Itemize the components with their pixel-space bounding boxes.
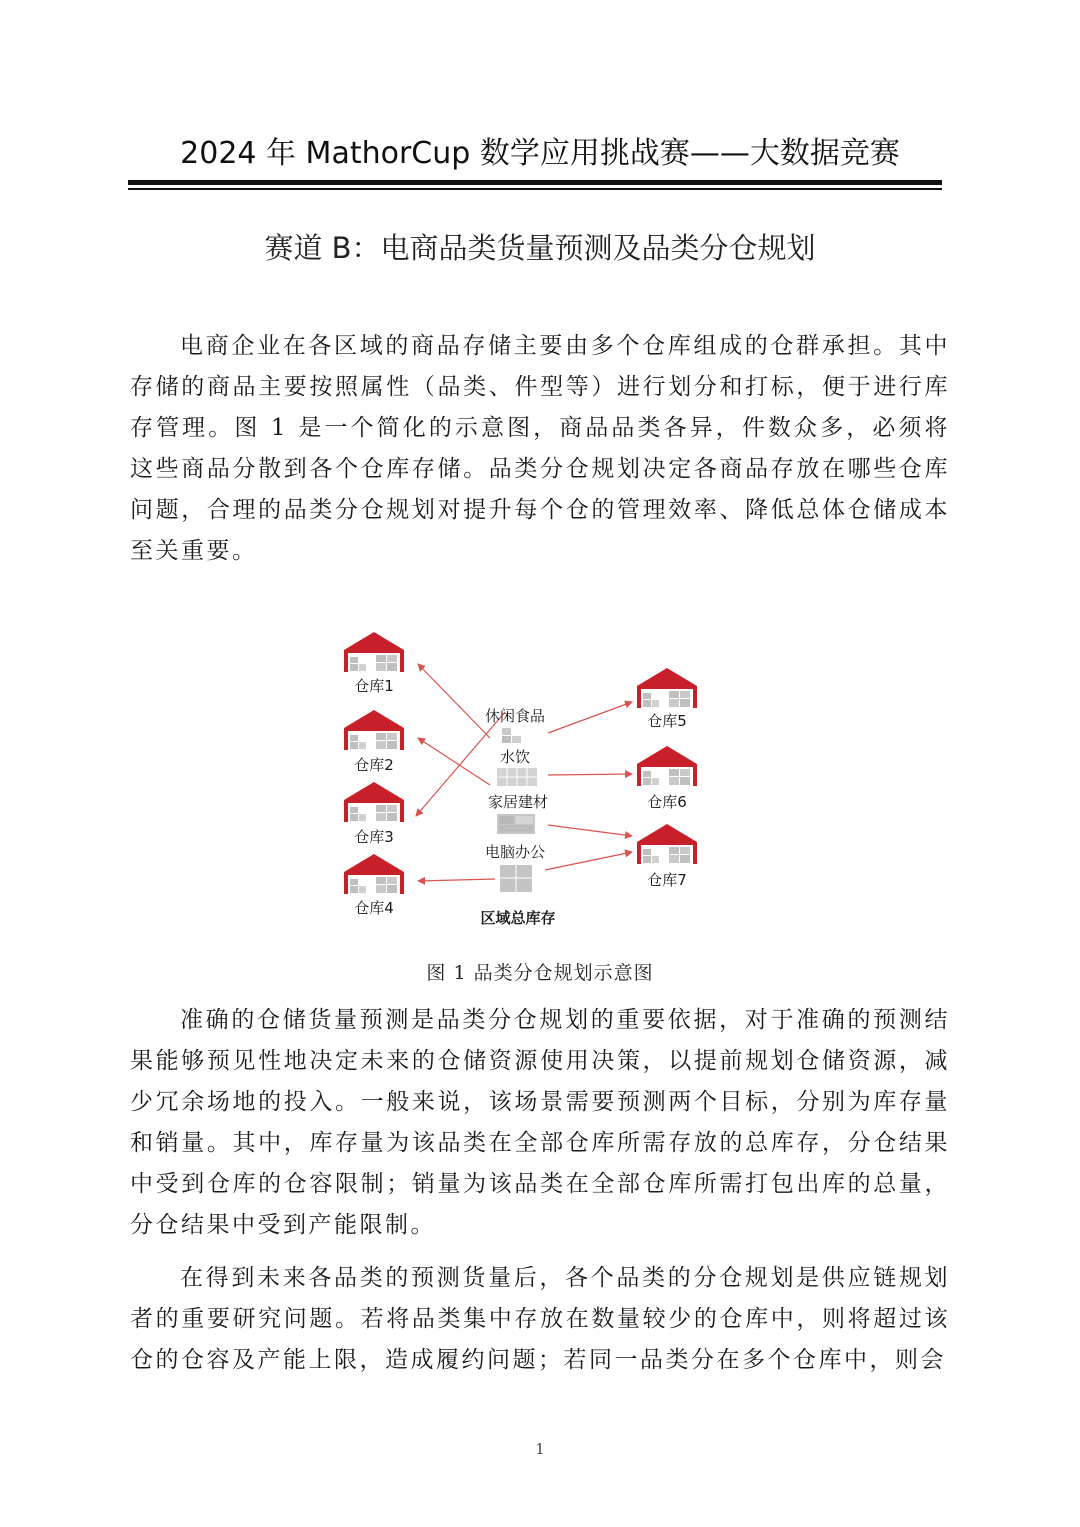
warehouse-1-label: 仓库1 <box>354 677 394 695</box>
category-snacks-box <box>512 736 521 743</box>
warehouse-5-label: 仓库5 <box>647 712 687 730</box>
category-beverages <box>497 748 537 786</box>
warehouse-4 <box>344 854 404 917</box>
warehouse-icon <box>637 668 697 708</box>
regional-total-inventory-label: 区域总库存 <box>480 909 556 927</box>
header-rule-thin <box>128 188 942 190</box>
arrow-to-warehouse-1 <box>418 664 490 738</box>
warehouse-3 <box>344 782 404 846</box>
arrow-to-warehouse-7b <box>545 852 632 870</box>
warehouse-4-label: 仓库4 <box>354 899 394 917</box>
category-home-building <box>488 793 548 834</box>
paragraph-planning: 在得到未来各品类的预测货量后，各个品类的分仓规划是供应链规划者的重要研究问题。若将品类集中存放在数量较少的仓库中，则将超过该仓的仓容及产能上限，造成履约问题；若同一品类分在多个仓库中，则会 <box>130 1265 950 1373</box>
header-rule-thick <box>128 180 942 185</box>
figure-caption: 图 1 品类分仓规划示意图 <box>426 962 654 984</box>
warehouse-icon <box>637 746 697 786</box>
track-title: 赛道 B：电商品类货量预测及品类分仓规划 <box>264 231 816 265</box>
warehouse-icon <box>344 854 404 894</box>
category-computer-office <box>485 843 545 892</box>
warehouse-6 <box>637 746 697 811</box>
warehouse-6-label: 仓库6 <box>647 793 687 811</box>
warehouse-icon <box>344 632 404 672</box>
category-snacks-box <box>502 728 511 735</box>
category-computer-office-label: 电脑办公 <box>484 843 546 861</box>
warehouse-icon <box>344 710 404 750</box>
warehouse-7-label: 仓库7 <box>647 871 687 889</box>
warehouse-icon <box>637 824 697 864</box>
figure-warehouse-allocation <box>330 620 720 935</box>
warehouse-7 <box>637 824 697 889</box>
arrow-to-warehouse-4 <box>418 879 495 881</box>
paragraph-forecasting: 准确的仓储货量预测是品类分仓规划的重要依据，对于准确的预测结果能够预见性地决定未来的仓储资源使用决策，以提前规划仓储资源，减少冗余场地的投入。一般来说，该场景需要预测两个目标，分别为库存量和销量。其中，库存量为该品类在全部仓库所需存放的总库存，分仓结果中受到仓库的仓容限制；销量为该品类在全部仓库所需打包出库的总量，分仓结果中受到产能限制。 <box>130 1007 950 1238</box>
category-snacks-box <box>502 736 511 743</box>
category-beverages-label: 水饮 <box>499 748 531 766</box>
document-header-title: 2024 年 MathorCup 数学应用挑战赛——大数据竞赛 <box>180 136 900 171</box>
warehouse-icon <box>344 782 404 822</box>
warehouse-5 <box>637 668 697 730</box>
warehouse-2 <box>344 710 404 774</box>
category-snacks-label: 休闲食品 <box>484 707 546 725</box>
warehouse-1 <box>344 632 404 695</box>
arrow-to-warehouse-2 <box>418 738 490 785</box>
paragraph-intro: 电商企业在各区域的商品存储主要由多个仓库组成的仓群承担。其中存储的商品主要按照属性（品类、件型等）进行划分和打标，便于进行库存管理。图 1 是一个简化的示意图，商品品类各异，件数众多，必须将这些商品分散到各个仓库存储。品类分仓规划决定各商品存放在哪些仓库问题，合理的品类分仓规划对提升每个仓的管理效率、降低总体仓储成本至关重要。 <box>130 333 950 564</box>
arrow-to-warehouse-6 <box>548 774 632 775</box>
warehouse-2-label: 仓库2 <box>354 756 394 774</box>
arrow-to-warehouse-7a <box>548 825 632 836</box>
arrow-to-warehouse-5 <box>548 702 632 733</box>
page-number: 1 <box>535 1440 545 1458</box>
warehouse-3-label: 仓库3 <box>354 828 394 846</box>
category-home-building-label: 家居建材 <box>487 793 549 811</box>
